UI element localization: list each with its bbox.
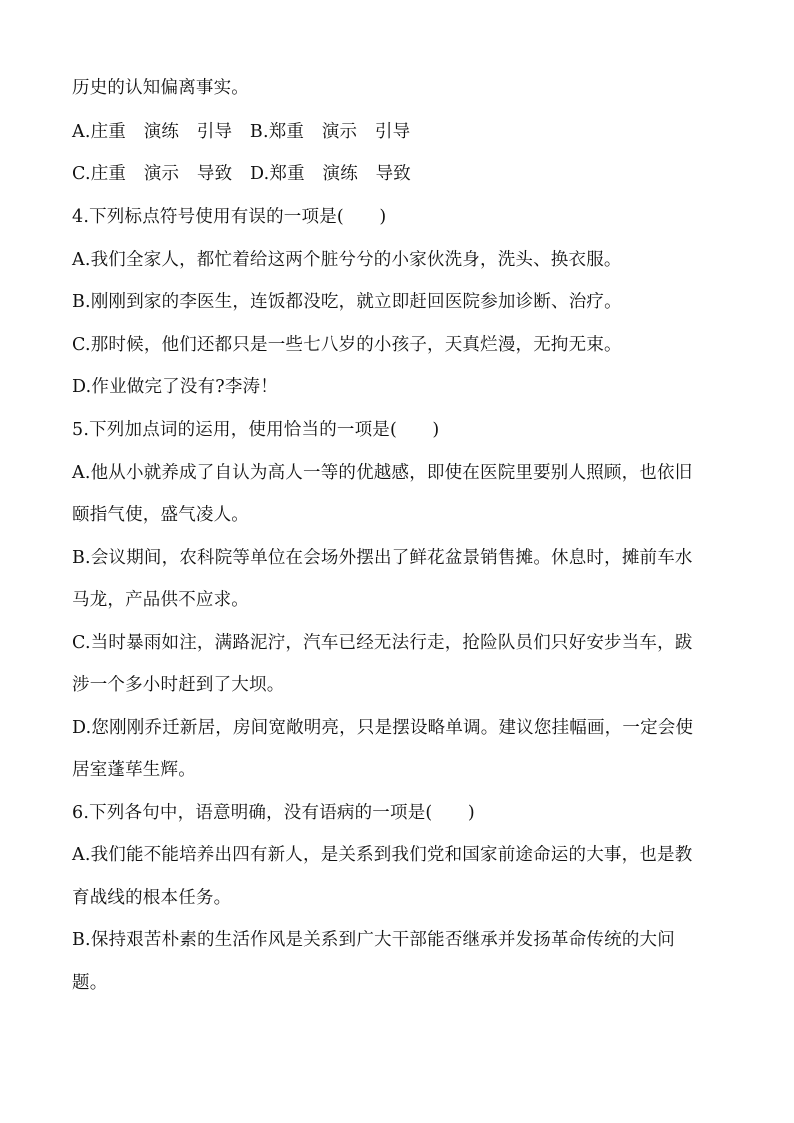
q5-option-b-line2: 马龙，产品供不应求。 bbox=[72, 590, 249, 610]
q4-option-c: C.那时候，他们还都只是一些七八岁的小孩子，天真烂漫，无拘无束。 bbox=[72, 335, 622, 355]
text-line-1: 历史的认知偏离事实。 bbox=[72, 78, 249, 98]
q6-option-b-line2: 题。 bbox=[72, 973, 108, 993]
options-line-cd: C.庄重 演示 导致 D.郑重 演练 导致 bbox=[72, 164, 411, 184]
question-6: 6.下列各句中，语意明确，没有语病的一项是( ) bbox=[72, 803, 475, 823]
q4-option-d: D.作业做完了没有?李涛！ bbox=[72, 377, 278, 397]
q6-option-a-line2: 育战线的根本任务。 bbox=[72, 888, 232, 908]
q5-option-d-line1: D.您刚刚乔迁新居，房间宽敞明亮，只是摆设略单调。建议您挂幅画，一定会使 bbox=[72, 718, 694, 738]
question-4: 4.下列标点符号使用有误的一项是( ) bbox=[72, 207, 387, 227]
q6-option-b-line1: B.保持艰苦朴素的生活作风是关系到广大干部能否继承并发扬革命传统的大问 bbox=[72, 930, 675, 950]
question-5: 5.下列加点词的运用，使用恰当的一项是( ) bbox=[72, 420, 440, 440]
q5-option-a-line1: A.他从小就养成了自认为高人一等的优越感，即使在医院里要别人照顾，也依旧 bbox=[72, 463, 693, 483]
q5-option-c-line1: C.当时暴雨如注，满路泥泞，汽车已经无法行走，抢险队员们只好安步当车，跋 bbox=[72, 633, 693, 653]
options-line-ab: A.庄重 演练 引导 B.郑重 演示 引导 bbox=[72, 122, 411, 142]
q6-option-a-line1: A.我们能不能培养出四有新人，是关系到我们党和国家前途命运的大事，也是教 bbox=[72, 845, 693, 865]
q5-option-d-line2: 居室蓬荜生辉。 bbox=[72, 760, 196, 780]
q5-option-a-line2: 颐指气使，盛气凌人。 bbox=[72, 505, 249, 525]
q4-option-a: A.我们全家人，都忙着给这两个脏兮兮的小家伙洗身，洗头、换衣服。 bbox=[72, 250, 622, 270]
q4-option-b: B.刚刚到家的李医生，连饭都没吃，就立即赶回医院参加诊断、治疗。 bbox=[72, 292, 622, 312]
q5-option-c-line2: 涉一个多小时赶到了大坝。 bbox=[72, 675, 285, 695]
q5-option-b-line1: B.会议期间，农科院等单位在会场外摆出了鲜花盆景销售摊。休息时，摊前车水 bbox=[72, 548, 693, 568]
